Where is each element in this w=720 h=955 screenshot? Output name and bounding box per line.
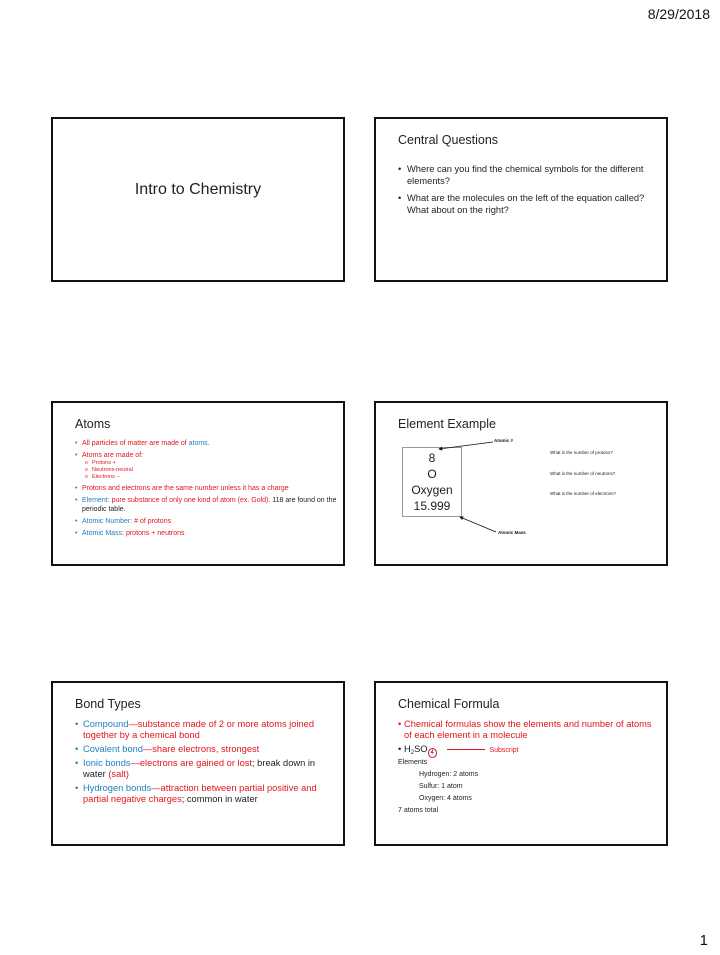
label-atomic-number: Atomic # [494, 438, 514, 443]
sub-item-protons: o Protons + [82, 460, 337, 467]
term-ionic-bonds: Ionic bonds [83, 758, 131, 768]
bullet-text: —electrons are gained or lost [130, 758, 253, 768]
slide-title: Element Example [398, 417, 496, 431]
slide-chemical-formula [374, 681, 668, 846]
formula-text: H [404, 744, 411, 754]
list-item: • What are the molecules on the left of the equation called? What about on the right? [398, 192, 656, 216]
question-electrons: What is the number of electrons? [550, 491, 617, 496]
bullet-text: : # of protons [130, 518, 172, 525]
term-compound: Compound [83, 719, 129, 729]
bullet-text: —substance made of 2 or more atoms joined together by a chemical bond [83, 719, 314, 740]
bullet-text: All particles of matter are made of [82, 440, 189, 447]
formula-content [398, 719, 660, 817]
list-item [75, 517, 337, 526]
term-atomic-mass: Atomic Mass [82, 530, 123, 537]
slide-title: Central Questions [398, 133, 499, 147]
slide-central-questions [374, 117, 668, 282]
bullet-text: ; break down in water [83, 758, 316, 779]
formula-line [398, 744, 660, 757]
bullet-text: Atoms are made of: [82, 452, 144, 459]
subscript-arrow [447, 749, 485, 750]
term-hydrogen-bonds: Hydrogen bonds [83, 783, 152, 793]
bullet-text: —share electrons, strongest [142, 744, 260, 754]
element-count: Hydrogen: 2 atoms [419, 771, 479, 778]
arrow-to-mass [460, 517, 496, 532]
slide-atoms [51, 401, 345, 566]
slide-intro [51, 117, 345, 282]
term-element: Element [82, 497, 108, 504]
slide-title: Atoms [75, 417, 111, 431]
bullet-text: : pure substance of only one kind of atom (ex. Gold). [107, 497, 271, 504]
list-item [75, 496, 337, 514]
list-item [75, 451, 337, 481]
list-item [75, 529, 337, 538]
question-protons: What is the number of protons? [550, 450, 613, 455]
atoms-bullets [75, 439, 337, 541]
term-atomic-number: Atomic Number [82, 518, 131, 525]
total-atoms: 7 atoms total [398, 807, 439, 814]
list-item: • Chemical formulas show the elements and number of atoms of each element in a molecule [398, 719, 660, 741]
bullet-text: . [207, 440, 210, 447]
slide-title: Chemical Formula [398, 697, 500, 711]
atomic-mass: 15.999 [413, 499, 451, 513]
atomic-number: 8 [428, 451, 436, 465]
subscript-label: Subscript [489, 747, 519, 754]
arrow-to-number [439, 442, 493, 449]
formula-subscript-circled: 4 [428, 748, 437, 758]
list-item [75, 744, 337, 755]
list-item [75, 758, 337, 780]
bullet-text: (salt) [108, 769, 129, 779]
slide-title: Bond Types [75, 697, 141, 711]
bullet-text: —attraction between partial positive and partial negative charges [83, 783, 317, 804]
list-item [75, 719, 337, 741]
sub-item-neutrons: o Neutrons-neutral [82, 467, 337, 474]
slide-bond-types [51, 681, 345, 846]
list-item: • Protons and electrons are the same number unless it has a charge [75, 484, 337, 493]
sub-item-electrons: o Electrons – [82, 474, 337, 481]
list-item [75, 783, 337, 805]
elements-label: Elements [398, 759, 428, 766]
question-neutrons: What is the number of neutrons? [550, 471, 616, 476]
bullet-text: ; common in water [181, 794, 258, 804]
formula-subscript: 2 [410, 750, 415, 756]
bullet-text: : protons + neutrons [122, 530, 185, 537]
list-item [75, 439, 337, 448]
print-date: 8/29/2018 [647, 6, 710, 22]
element-symbol: O [427, 467, 437, 481]
formula-text: SO [414, 744, 428, 754]
list-item: • Where can you find the chemical symbols for the different elements? [398, 163, 656, 187]
arrows [376, 403, 666, 563]
bond-bullets [75, 719, 337, 808]
element-count: Oxygen: 4 atoms [419, 795, 472, 802]
slide-element-example [374, 401, 668, 566]
question-list [398, 163, 656, 221]
label-atomic-mass: Atomic Mass [498, 530, 526, 535]
page-number: 1 [699, 932, 708, 949]
element-name: Oxygen [411, 483, 453, 497]
bullet-text: 118 are found on the periodic table. [82, 497, 337, 513]
element-count: Sulfur: 1 atom [419, 783, 463, 790]
term-covalent-bond: Covalent bond [83, 744, 143, 754]
term-atoms: atoms [188, 440, 208, 447]
slide-title: Intro to Chemistry [134, 181, 262, 198]
